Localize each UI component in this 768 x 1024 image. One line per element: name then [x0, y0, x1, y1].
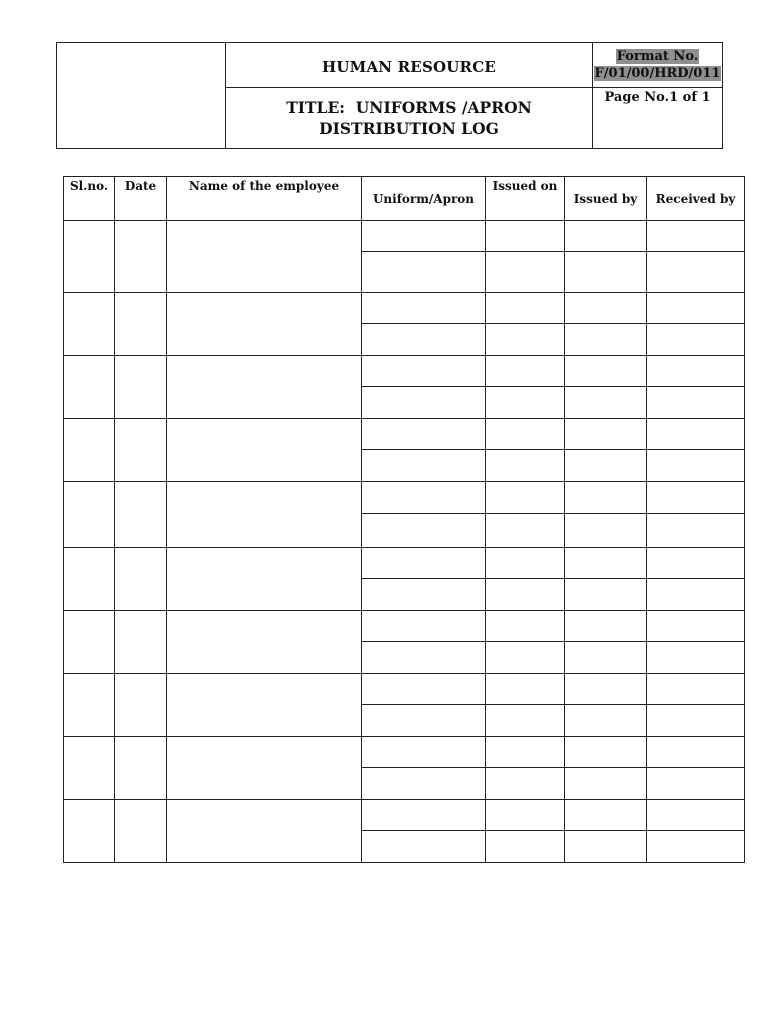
col-employee-name: Name of the employee	[167, 177, 362, 221]
received-by-cell[interactable]	[647, 642, 745, 674]
uniform-apron-cell[interactable]	[362, 221, 486, 252]
format-number-cell	[593, 43, 723, 88]
issued-on-cell[interactable]	[486, 579, 565, 611]
issued-on-cell[interactable]	[486, 324, 565, 356]
issued-by-cell[interactable]	[565, 611, 647, 642]
date-cell[interactable]	[115, 800, 167, 863]
received-by-cell[interactable]	[647, 221, 745, 252]
table-row	[64, 482, 745, 514]
received-by-cell[interactable]	[647, 548, 745, 579]
date-cell[interactable]	[115, 674, 167, 737]
logo-area	[57, 43, 226, 149]
table-row	[64, 737, 745, 768]
issued-on-cell[interactable]	[486, 705, 565, 737]
employee-name-cell[interactable]	[167, 221, 362, 293]
issued-by-cell[interactable]	[565, 737, 647, 768]
col-issued-on: Issued on	[486, 177, 565, 221]
issued-on-cell[interactable]	[486, 831, 565, 863]
issued-on-cell[interactable]	[486, 293, 565, 324]
slno-cell[interactable]	[64, 221, 115, 293]
employee-name-cell[interactable]	[167, 419, 362, 482]
title-line-1: TITLE: UNIFORMS /APRON	[286, 98, 532, 117]
uniform-apron-cell[interactable]	[362, 611, 486, 642]
received-by-cell[interactable]	[647, 705, 745, 737]
uniform-apron-cell[interactable]	[362, 387, 486, 419]
employee-name-cell[interactable]	[167, 293, 362, 356]
uniform-apron-cell[interactable]	[362, 579, 486, 611]
received-by-cell[interactable]	[647, 419, 745, 450]
received-by-cell[interactable]	[647, 450, 745, 482]
issued-by-cell[interactable]	[565, 450, 647, 482]
employee-name-cell[interactable]	[167, 548, 362, 611]
received-by-cell[interactable]	[647, 831, 745, 863]
slno-cell[interactable]	[64, 548, 115, 611]
uniform-apron-cell[interactable]	[362, 450, 486, 482]
date-cell[interactable]	[115, 737, 167, 800]
col-issued-by: Issued by	[565, 177, 647, 221]
issued-on-cell[interactable]	[486, 514, 565, 548]
uniform-apron-cell[interactable]	[362, 252, 486, 293]
employee-name-cell[interactable]	[167, 482, 362, 548]
issued-by-cell[interactable]	[565, 324, 647, 356]
issued-by-cell[interactable]	[565, 419, 647, 450]
issued-by-cell[interactable]	[565, 548, 647, 579]
uniform-apron-cell[interactable]	[362, 674, 486, 705]
date-cell[interactable]	[115, 548, 167, 611]
date-cell[interactable]	[115, 356, 167, 419]
table-row	[64, 674, 745, 705]
received-by-cell[interactable]	[647, 800, 745, 831]
uniform-apron-cell[interactable]	[362, 642, 486, 674]
format-number: F/01/00/HRD/011	[594, 66, 721, 81]
date-cell[interactable]	[115, 293, 167, 356]
received-by-cell[interactable]	[647, 293, 745, 324]
issued-by-cell[interactable]	[565, 387, 647, 419]
log-body	[64, 221, 745, 863]
issued-by-cell[interactable]	[565, 514, 647, 548]
issued-by-cell[interactable]	[565, 642, 647, 674]
issued-on-cell[interactable]	[486, 419, 565, 450]
table-row	[64, 356, 745, 387]
employee-name-cell[interactable]	[167, 356, 362, 419]
slno-cell[interactable]	[64, 419, 115, 482]
uniform-apron-cell[interactable]	[362, 482, 486, 514]
uniform-apron-cell[interactable]	[362, 324, 486, 356]
issued-on-cell[interactable]	[486, 356, 565, 387]
issued-by-cell[interactable]	[565, 674, 647, 705]
department-title: HUMAN RESOURCE	[226, 43, 593, 88]
issued-on-cell[interactable]	[486, 674, 565, 705]
issued-by-cell[interactable]	[565, 579, 647, 611]
employee-name-cell[interactable]	[167, 737, 362, 800]
col-slno: Sl.no.	[64, 177, 115, 221]
date-cell[interactable]	[115, 221, 167, 293]
format-label: Format No.	[616, 49, 699, 64]
employee-name-cell[interactable]	[167, 611, 362, 674]
received-by-cell[interactable]	[647, 514, 745, 548]
table-row	[64, 221, 745, 252]
received-by-cell[interactable]	[647, 482, 745, 514]
issued-on-cell[interactable]	[486, 548, 565, 579]
issued-on-cell[interactable]	[486, 387, 565, 419]
issued-on-cell[interactable]	[486, 642, 565, 674]
received-by-cell[interactable]	[647, 768, 745, 800]
slno-cell[interactable]	[64, 737, 115, 800]
table-row	[64, 419, 745, 450]
issued-on-cell[interactable]	[486, 221, 565, 252]
table-row	[64, 611, 745, 642]
received-by-cell[interactable]	[647, 737, 745, 768]
uniform-apron-cell[interactable]	[362, 548, 486, 579]
uniform-apron-cell[interactable]	[362, 737, 486, 768]
slno-cell[interactable]	[64, 611, 115, 674]
table-row	[64, 548, 745, 579]
uniform-apron-cell[interactable]	[362, 293, 486, 324]
employee-name-cell[interactable]	[167, 674, 362, 737]
table-header-row	[64, 177, 745, 221]
received-by-cell[interactable]	[647, 356, 745, 387]
date-cell[interactable]	[115, 611, 167, 674]
page-number: Page No.1 of 1	[593, 88, 723, 149]
title-line-2: DISTRIBUTION LOG	[319, 119, 499, 138]
uniform-apron-cell[interactable]	[362, 514, 486, 548]
received-by-cell[interactable]	[647, 252, 745, 293]
employee-name-cell[interactable]	[167, 800, 362, 863]
date-cell[interactable]	[115, 419, 167, 482]
issued-by-cell[interactable]	[565, 800, 647, 831]
document-title	[226, 88, 593, 149]
received-by-cell[interactable]	[647, 579, 745, 611]
slno-cell[interactable]	[64, 356, 115, 419]
issued-by-cell[interactable]	[565, 293, 647, 324]
uniform-apron-cell[interactable]	[362, 800, 486, 831]
issued-on-cell[interactable]	[486, 768, 565, 800]
issued-by-cell[interactable]	[565, 482, 647, 514]
issued-by-cell[interactable]	[565, 768, 647, 800]
col-uniform-apron: Uniform/Apron	[362, 177, 486, 221]
issued-on-cell[interactable]	[486, 450, 565, 482]
table-row	[64, 800, 745, 831]
issued-by-cell[interactable]	[565, 356, 647, 387]
issued-on-cell[interactable]	[486, 737, 565, 768]
issued-by-cell[interactable]	[565, 705, 647, 737]
uniform-apron-cell[interactable]	[362, 705, 486, 737]
received-by-cell[interactable]	[647, 674, 745, 705]
uniform-apron-cell[interactable]	[362, 831, 486, 863]
received-by-cell[interactable]	[647, 387, 745, 419]
uniform-apron-cell[interactable]	[362, 419, 486, 450]
slno-cell[interactable]	[64, 674, 115, 737]
issued-by-cell[interactable]	[565, 252, 647, 293]
col-received-by: Received by	[647, 177, 745, 221]
distribution-log-table	[63, 176, 745, 863]
issued-by-cell[interactable]	[565, 831, 647, 863]
received-by-cell[interactable]	[647, 324, 745, 356]
slno-cell[interactable]	[64, 800, 115, 863]
uniform-apron-cell[interactable]	[362, 356, 486, 387]
table-row	[64, 293, 745, 324]
issued-by-cell[interactable]	[565, 221, 647, 252]
slno-cell[interactable]	[64, 482, 115, 548]
date-cell[interactable]	[115, 482, 167, 548]
issued-on-cell[interactable]	[486, 611, 565, 642]
slno-cell[interactable]	[64, 293, 115, 356]
issued-on-cell[interactable]	[486, 482, 565, 514]
issued-on-cell[interactable]	[486, 252, 565, 293]
col-date: Date	[115, 177, 167, 221]
received-by-cell[interactable]	[647, 611, 745, 642]
uniform-apron-cell[interactable]	[362, 768, 486, 800]
issued-on-cell[interactable]	[486, 800, 565, 831]
document-header	[56, 42, 723, 149]
